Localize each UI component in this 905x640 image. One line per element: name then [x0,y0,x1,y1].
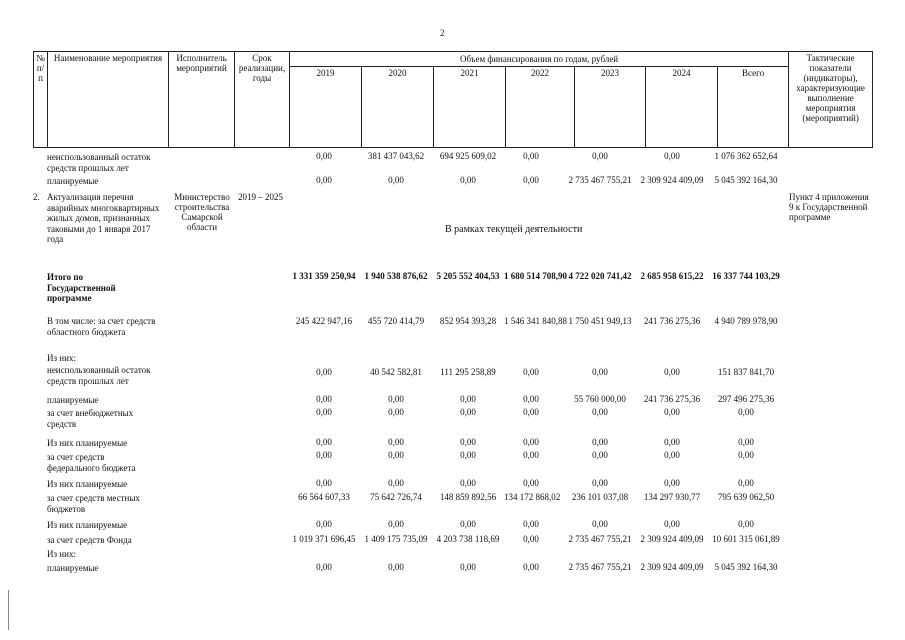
cell-value: 2 309 924 409,09 [640,175,704,185]
cell-value: 0,00 [388,478,404,488]
cell-total: 795 639 062,50 [717,492,775,502]
cell-value: 1 546 341 840,88 [504,316,567,326]
cell-value: 0,00 [523,519,539,529]
cell-value: 5 205 552 404,53 [436,271,500,281]
cell-total: 297 496 275,36 [717,394,775,404]
cell-value: 1 019 371 696,45 [292,534,356,544]
cell-value: 0,00 [592,478,608,488]
cell-value: 0,00 [664,450,680,460]
cell-value: 0,00 [460,562,476,572]
row-label: Из них: [47,353,76,363]
cell-value: 0,00 [388,450,404,460]
cell-value: 694 925 609,02 [439,151,497,161]
row-label: за счет средств Фонда [47,535,132,545]
cell-value: 0,00 [523,437,539,447]
cell-value: 0,00 [523,534,539,544]
row-number: 2. [33,192,40,202]
header-num: № п/п [34,52,48,148]
header-executor: Исполнитель мероприятий [169,52,235,148]
cell-total: 0,00 [738,407,754,417]
cell-value: 0,00 [523,407,539,417]
measure-executor: Министерство строительства Самарской области [174,192,230,232]
cell-value: 0,00 [388,407,404,417]
cell-total: 0,00 [738,437,754,447]
cell-value: 0,00 [460,394,476,404]
cell-value: 0,00 [316,394,332,404]
cell-value: 40 542 582,81 [370,367,422,377]
cell-value: 0,00 [460,175,476,185]
header-year: 2019 [290,67,362,148]
row-label: Из них планируемые [47,479,128,489]
row-label: планируемые [47,563,99,573]
funding-note: В рамках текущей деятельности [445,224,583,235]
cell-value: 66 564 607,33 [298,492,350,502]
cell-total: 5 045 392 164,30 [714,562,778,572]
cell-value: 0,00 [388,519,404,529]
row-label: Из них: [47,549,76,559]
header-term: Срок реализации, годы [235,52,290,148]
cell-total: 0,00 [738,478,754,488]
cell-value: 0,00 [592,450,608,460]
cell-value: 0,00 [523,450,539,460]
cell-value: 455 720 414,79 [367,316,425,326]
cell-value: 241 736 275,36 [643,394,701,404]
cell-value: 4 203 738 118,69 [436,534,500,544]
cell-value: 0,00 [523,562,539,572]
cell-value: 0,00 [316,151,332,161]
header-name: Наименование мероприятия [48,52,169,148]
cell-value: 134 297 930,77 [643,492,701,502]
cell-value: 0,00 [316,175,332,185]
header-year: 2023 [575,67,646,148]
cell-value: 2 309 924 409,09 [640,562,704,572]
cell-value: 1 680 514 708,90 [504,271,567,281]
cell-value: 0,00 [523,478,539,488]
header-year: 2020 [362,67,434,148]
cell-value: 0,00 [592,519,608,529]
cell-value: 0,00 [460,407,476,417]
row-label: В том числе: за счет средств областного бюджета [47,316,156,337]
cell-value: 0,00 [388,175,404,185]
cell-value: 0,00 [388,437,404,447]
cell-value: 0,00 [460,519,476,529]
cell-value: 75 642 726,74 [370,492,422,502]
cell-value: 0,00 [523,151,539,161]
cell-value: 148 859 892,56 [439,492,497,502]
cell-value: 0,00 [664,151,680,161]
measure-term: 2019 – 2025 [238,192,283,202]
cell-value: 0,00 [316,437,332,447]
row-label: Из них планируемые [47,438,128,448]
cell-total: 0,00 [738,450,754,460]
cell-value: 0,00 [316,367,332,377]
row-label: неиспользованный остаток средств прошлых лет [47,365,151,386]
cell-value: 0,00 [664,367,680,377]
cell-value: 0,00 [664,437,680,447]
cell-total: 0,00 [738,519,754,529]
cell-value: 0,00 [460,450,476,460]
cell-value: 0,00 [316,478,332,488]
row-label: Итого по Государственной программе [47,272,116,303]
cell-value: 0,00 [388,394,404,404]
cell-total: 5 045 392 164,30 [714,175,778,185]
cell-value: 134 172 868,02 [504,492,561,502]
cell-value: 0,00 [592,151,608,161]
row-label: планируемые [47,395,99,405]
cell-value: 2 685 958 615,22 [640,271,704,281]
cell-value: 0,00 [523,394,539,404]
cell-value: 0,00 [460,478,476,488]
header-funding: Объем финансирования по годам, рублей [290,52,789,67]
cell-value: 852 954 393,28 [439,316,497,326]
row-label: за счет внебюджетных средств [47,408,134,429]
measure-indicator: Пункт 4 приложения 9 к Государственной программе [789,192,869,222]
scan-margin-mark [8,590,9,630]
page-number: 2 [440,28,445,38]
cell-value: 0,00 [316,450,332,460]
header-year: 2021 [434,67,506,148]
cell-value: 0,00 [388,562,404,572]
cell-value: 0,00 [664,519,680,529]
cell-value: 381 437 043,62 [367,151,425,161]
cell-value: 2 735 467 755,21 [568,562,632,572]
cell-value: 2 735 467 755,21 [568,175,632,185]
cell-total: 4 940 789 978,90 [714,316,778,326]
measure-name: Актуализация перечня аварийных многоквартирных жилых домов, признанных таковыми до 1 января 2017 года [47,192,160,244]
row-label: за счет средств местных бюджетов [47,493,140,514]
cell-value: 1 750 451 949,13 [568,316,632,326]
row-label: за счет средств федерального бюджета [47,452,136,473]
row-label: неиспользованный остаток средств прошлых лет [47,152,151,173]
cell-value: 0,00 [592,367,608,377]
cell-value: 0,00 [592,407,608,417]
cell-value: 2 735 467 755,21 [568,534,632,544]
cell-value: 2 309 924 409,09 [640,534,704,544]
cell-total: 10 601 315 061,89 [712,534,780,544]
row-label: планируемые [47,176,99,186]
cell-value: 0,00 [316,407,332,417]
cell-total: 151 837 841,70 [717,367,775,377]
cell-value: 0,00 [316,519,332,529]
cell-value: 55 760 000,00 [574,394,626,404]
cell-value: 0,00 [460,437,476,447]
cell-value: 1 940 538 876,62 [364,271,428,281]
cell-value: 0,00 [664,407,680,417]
header-year: 2022 [506,67,575,148]
cell-value: 0,00 [316,562,332,572]
cell-value: 0,00 [523,367,539,377]
cell-value: 236 101 037,08 [571,492,629,502]
header-indicators: Тактические показатели (индикаторы), характеризующие выполнение мероприятия (мероприятий) [789,52,873,148]
header-year: 2024 [646,67,718,148]
cell-total: 1 076 362 652,64 [714,151,778,161]
cell-total: 16 337 744 103,29 [712,271,780,281]
cell-value: 4 722 020 741,42 [568,271,632,281]
cell-value: 0,00 [592,437,608,447]
cell-value: 111 295 258,89 [440,367,496,377]
header-total: Всего [718,67,789,148]
row-label: Из них планируемые [47,520,128,530]
cell-value: 1 409 175 735,09 [364,534,428,544]
cell-value: 245 422 947,16 [295,316,353,326]
cell-value: 0,00 [523,175,539,185]
cell-value: 0,00 [664,478,680,488]
cell-value: 241 736 275,36 [643,316,701,326]
cell-value: 1 331 359 250,94 [292,271,356,281]
